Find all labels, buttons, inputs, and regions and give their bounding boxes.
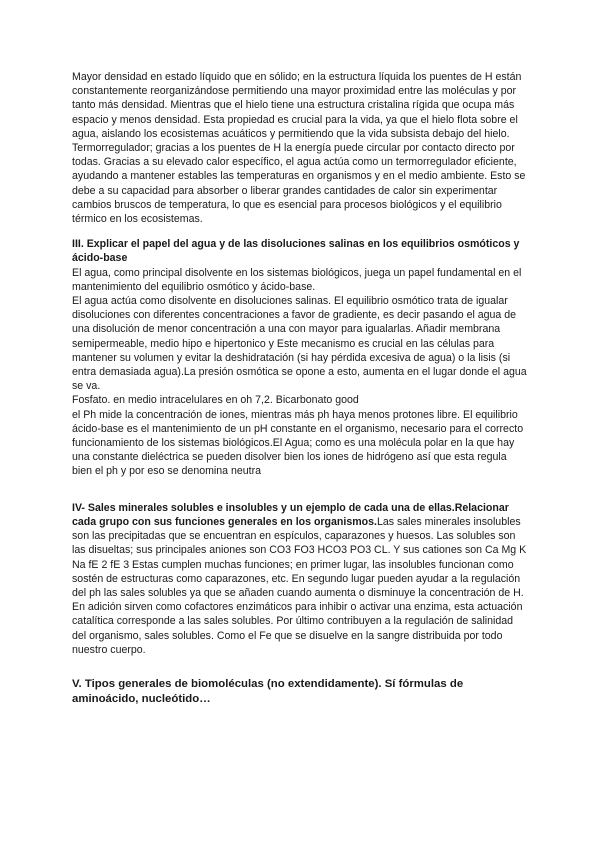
paragraph-buffers: Fosfato. en medio intracelulares en oh 7,2. Bicarbonato good xyxy=(72,394,359,407)
section-heading-v: V. Tipos generales de biomoléculas (no extendidamente). Sí fórmulas de aminoácido, nucleótido… xyxy=(72,677,464,705)
paragraph-osmotic: El agua actúa como disolvente en disoluciones salinas. El equilibrio osmótico trata de igualar disoluciones con diferentes concentraciones a favor de gradiente, es decir pasando el agua de una disolución de menor concentración a una con mayor para igualarlas. Añadir membrana semipermeable, medio hipo e hipertonico y Este mecanismo es crucial en las células para mantener su volumen y evitar la deshidratación (si hay pérdida excesiva de agua) o la lisis (si entra demasiada agua).La presión osmótica se opone a esto, aumenta en el lugar donde el agua se va. xyxy=(72,295,527,393)
section-heading-iii: III. Explicar el papel del agua y de las disoluciones salinas en los equilibrios osmóticos y ácido-base xyxy=(72,238,520,265)
section-iv-block xyxy=(72,501,528,657)
paragraph-solvent-role: El agua, como principal disolvente en los sistemas biológicos, juega un papel fundamental en el mantenimiento del equilibrio osmótico y ácido-base. xyxy=(72,266,522,293)
document-body xyxy=(72,70,528,707)
paragraph-density: Mayor densidad en estado líquido que en sólido; en la estructura líquida los puentes de H están constantemente reorganizándose permitiendo una mayor proximidad entre las moléculas y por tanto más densidad. Mientras que el hielo tiene una estructura cristalina rígida que ocupa más espacio y menos densidad. Esta propiedad es crucial para la vida, ya que el hielo flota sobre el agua, aislando los ecosistemas acuáticos y permitiendo que la vida subsista debajo del hielo. xyxy=(72,71,522,140)
paragraph-mineral-salts: Las sales minerales insolubles son las precipitadas que se encuentran en espículos, caparazones y huesos. Las solubles son las disueltas; sus principales aniones son CO3 FO3 HCO3 PO3 CL. Y sus cationes son Ca Mg K Na fE 2 fE 3 Estas cumplen muchas funciones; en primer lugar, las insolubles funcionan como sostén de estructuras como caparazones, etc. En segundo lugar pueden ayudar a la regulación del ph las sales solubles ya que se añaden cuando aumenta o disminuye la concentración de H. En adición sirven como cofactores enzimáticos para inhibir o activar una enzima, esta actuación catalítica corresponde a las sales solubles. Por último contribuyen a la regulación de salinidad del organismo, sales solubles. Como el Fe que se disuelve en la sangre distribuida por todo nuestro cuerpo. xyxy=(72,515,527,656)
paragraph-thermoregulator: Termorregulador; gracias a los puentes de H la energía puede circular por contacto directo por todas. Gracias a su elevado calor específico, el agua actúa como un termorregulador eficiente, ayudando a mantener estables las temperaturas en organismos y en el medio ambiente. Esto se debe a su capacidad para absorber o liberar grandes cantidades de calor sin experimentar cambios bruscos de temperatura, lo que es esencial para procesos biológicos y el equilibrio térmico en los ecosistemas. xyxy=(72,142,526,226)
paragraph-acid-base: el Ph mide la concentración de iones, mientras más ph haya menos protones libre. El equilibrio ácido-base es el mantenimiento de un pH constante en el organismo, necesario para el correcto funcionamiento de los sistemas biológicos.El Agua; como es una molécula polar en la que hay una constante dieléctrica se pueden disolver bien los iones de hidrógeno así que esta regula bien el ph y por eso se denomina neutra xyxy=(72,408,524,478)
section-heading-iv: IV- Sales minerales solubles e insolubles y un ejemplo de cada una de ellas.Relacionar cada grupo con sus funciones generales en los organismos. xyxy=(72,501,509,528)
